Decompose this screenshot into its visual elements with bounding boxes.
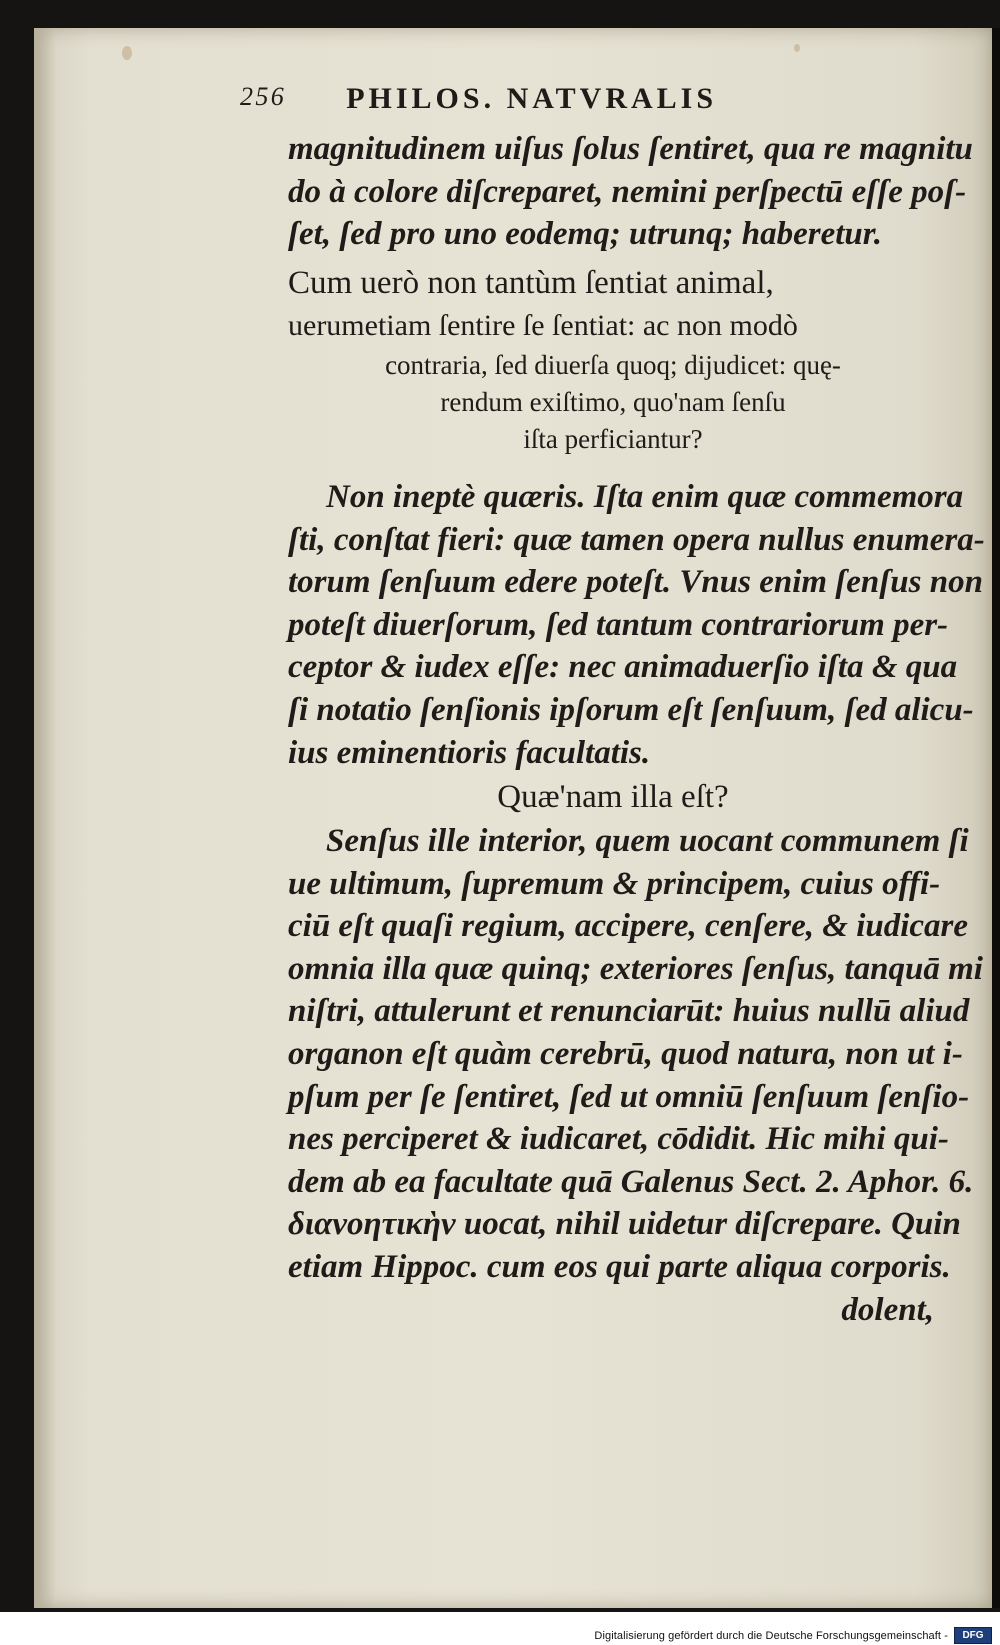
text-line: etiam Hippoc. cum eos qui parte aliqua corporis.: [288, 1248, 951, 1285]
foxing-stain: [122, 46, 132, 60]
question-heading: [288, 262, 938, 458]
text-line: torum ſenſuum edere poteſt. Vnus enim ſenſus non: [288, 564, 983, 601]
paragraph-2: [288, 476, 985, 774]
question-line: rendum exiſtimo, quo'nam ſenſu: [440, 387, 786, 417]
text-line: magnitudinem uiſus ſolus ſentiret, qua re magnitu: [288, 131, 973, 167]
catchword: dolent,: [841, 1291, 934, 1328]
running-title: PHILOS. NATVRALIS: [346, 82, 718, 115]
dfg-logo: DFG: [954, 1627, 992, 1644]
text-line: ue ultimum, ſupremum & principem, cuius offi-: [288, 865, 941, 902]
text-line: nes perciperet & iudicaret, cōdidit. Hic mihi qui-: [288, 1121, 949, 1158]
text-line: ciū eſt quaſi regium, accipere, cenſere, & iudicare: [288, 908, 969, 945]
text-line: ſi notatio ſenſionis ipſorum eſt ſenſuum, ſed alicu-: [288, 691, 974, 728]
text-line: διανοητικὴν uocat, nihil uidetur diſcrepare. Quin: [288, 1206, 961, 1243]
text-line: ius eminentioris facultatis.: [288, 734, 651, 771]
page-number: 256: [240, 82, 287, 111]
text-line: organon eſt quàm cerebrū, quod natura, non ut i-: [288, 1035, 963, 1072]
text-line: pſum per ſe ſentiret, ſed ut omniū ſenſuum ſenſio-: [288, 1078, 970, 1115]
question-line: uerumetiam ſentire ſe ſentiat: ac non modò: [288, 309, 798, 342]
text-line: niſtri, attulerunt et renunciarūt: huius nullū aliud: [288, 993, 970, 1030]
subheading: Quæ'nam illa eſt?: [497, 779, 729, 815]
text-line: Non ineptè quæris. Iſta enim quæ commemora: [326, 479, 964, 515]
page-edge: [992, 28, 1000, 1608]
text-line: omnia illa quæ quinq; exteriores ſenſus, tanquā mi: [288, 950, 983, 987]
question-line: Cum uerò non tantùm ſentiat animal,: [288, 265, 774, 301]
text-line: dem ab ea facultate quā Galenus Sect. 2. Aphor. 6.: [288, 1163, 974, 1200]
text-line: poteſt diuerſorum, ſed tantum contrariorum per-: [288, 606, 949, 643]
text-line: ceptor & iudex eſſe: nec animaduerſio iſta & qua: [288, 649, 958, 686]
text-line: Senſus ille interior, quem uocant communem ſi: [326, 823, 969, 859]
page-spine-shadow: [34, 28, 56, 1608]
running-head: [240, 82, 920, 116]
text-line: do à colore diſcreparet, nemini perſpectū eſſe poſ-: [288, 173, 967, 210]
paragraph-1: [288, 128, 973, 256]
question-line: contraria, ſed diuerſa quoq; dijudicet: quę-: [385, 350, 841, 380]
funding-credit: Digitalisierung gefördert durch die Deutsche Forschungsgemeinschaft -: [594, 1630, 948, 1642]
foxing-stain: [794, 44, 800, 52]
text-line: ſet, ſed pro uno eodemq; utrunq; haberetur.: [288, 216, 883, 253]
text-line: ſti, conſtat fieri: quæ tamen opera nullus enumera-: [288, 521, 985, 558]
paragraph-3: [288, 820, 983, 1331]
question-line: iſta perficiantur?: [523, 424, 703, 454]
